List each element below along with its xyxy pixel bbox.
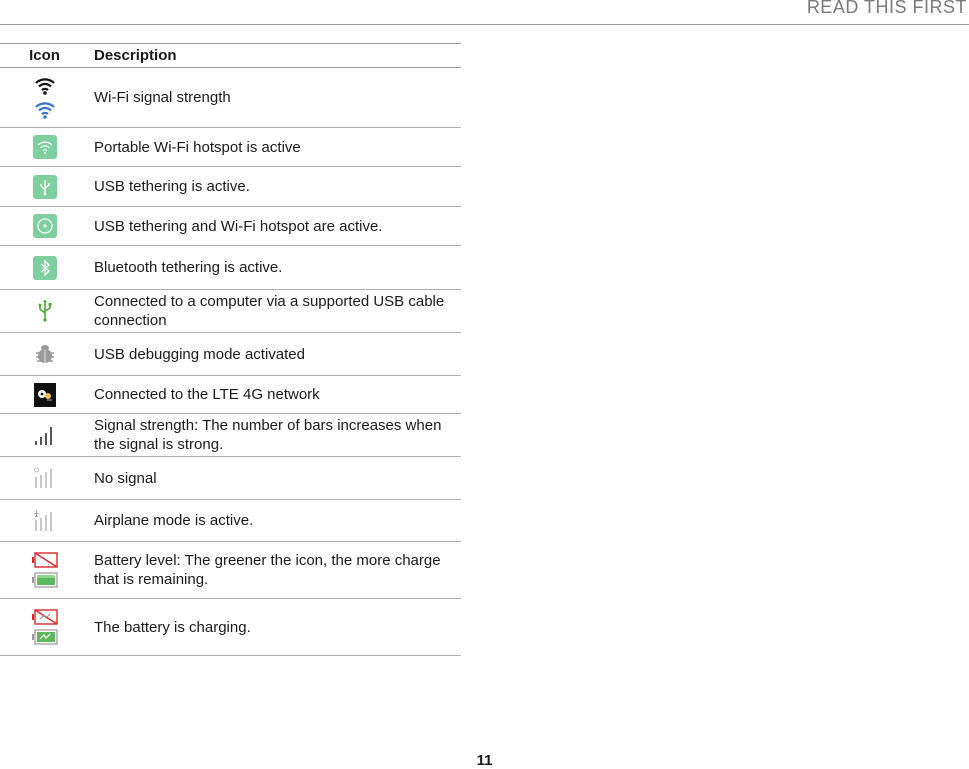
wifi-signal-blue-icon bbox=[34, 100, 56, 120]
row-description: Airplane mode is active. bbox=[89, 500, 461, 542]
table-row bbox=[0, 290, 461, 333]
table-row bbox=[0, 542, 461, 599]
table-row bbox=[0, 167, 461, 207]
icon-cell bbox=[0, 167, 89, 207]
row-description: USB tethering and Wi-Fi hotspot are active. bbox=[89, 207, 461, 246]
icon-cell bbox=[0, 376, 89, 414]
table-row bbox=[0, 457, 461, 500]
icon-cell bbox=[0, 333, 89, 376]
no-signal-icon bbox=[34, 467, 56, 489]
battery-charging-empty-icon bbox=[32, 609, 58, 625]
header-divider bbox=[0, 24, 969, 25]
table-row bbox=[0, 68, 461, 128]
icon-cell bbox=[0, 414, 89, 457]
icon-cell bbox=[0, 207, 89, 246]
table-row bbox=[0, 246, 461, 290]
usb-tethering-icon bbox=[33, 175, 57, 199]
icon-cell bbox=[0, 599, 89, 656]
icon-cell bbox=[0, 457, 89, 500]
section-title: READ THIS FIRST bbox=[806, 0, 967, 17]
battery-empty-icon bbox=[32, 552, 58, 568]
row-description: No signal bbox=[89, 457, 461, 500]
row-description: Connected to a computer via a supported USB cable connection bbox=[89, 290, 461, 333]
row-description: The battery is charging. bbox=[89, 599, 461, 656]
icon-cell bbox=[0, 68, 89, 128]
table-row bbox=[0, 128, 461, 167]
icon-cell bbox=[0, 128, 89, 167]
table-row bbox=[0, 599, 461, 656]
row-description: Connected to the LTE 4G network bbox=[89, 376, 461, 414]
row-description: USB debugging mode activated bbox=[89, 333, 461, 376]
airplane-mode-icon bbox=[34, 510, 56, 532]
row-description: Signal strength: The number of bars increases when the signal is strong. bbox=[89, 414, 461, 457]
usb-connected-icon bbox=[35, 299, 55, 323]
usb-hotspot-tethering-icon bbox=[33, 214, 57, 238]
battery-charging-full-icon bbox=[32, 629, 58, 645]
page-number: 11 bbox=[476, 752, 493, 769]
lte-4g-icon bbox=[34, 383, 56, 407]
icon-cell bbox=[0, 542, 89, 599]
table-row bbox=[0, 207, 461, 246]
row-description: Bluetooth tethering is active. bbox=[89, 246, 461, 290]
row-description: Portable Wi-Fi hotspot is active bbox=[89, 128, 461, 167]
column-header-icon: Icon bbox=[0, 44, 89, 68]
battery-full-icon bbox=[32, 572, 58, 588]
table-header-row bbox=[0, 44, 461, 68]
bluetooth-tethering-icon bbox=[33, 256, 57, 280]
table-row bbox=[0, 376, 461, 414]
icon-table bbox=[0, 43, 461, 656]
wifi-hotspot-icon bbox=[33, 135, 57, 159]
row-description: Battery level: The greener the icon, the more charge that is remaining. bbox=[89, 542, 461, 599]
table-row bbox=[0, 333, 461, 376]
signal-strength-icon bbox=[34, 424, 56, 446]
icon-cell bbox=[0, 246, 89, 290]
wifi-signal-black-icon bbox=[34, 76, 56, 96]
row-description: USB tethering is active. bbox=[89, 167, 461, 207]
icon-cell bbox=[0, 500, 89, 542]
usb-debugging-icon bbox=[33, 343, 57, 365]
column-header-description: Description bbox=[89, 44, 461, 68]
table-row bbox=[0, 500, 461, 542]
row-description: Wi-Fi signal strength bbox=[89, 68, 461, 128]
icon-cell bbox=[0, 290, 89, 333]
table-row bbox=[0, 414, 461, 457]
